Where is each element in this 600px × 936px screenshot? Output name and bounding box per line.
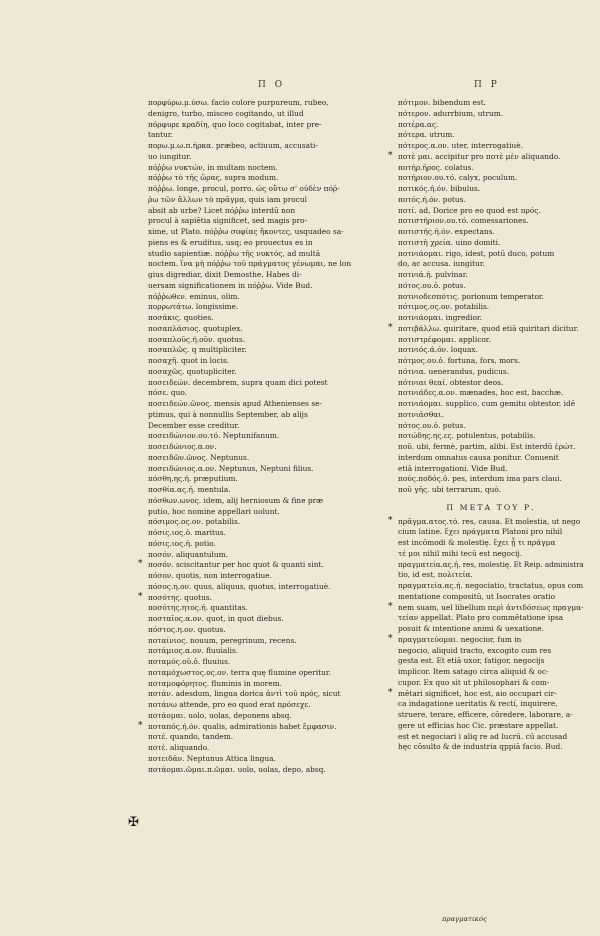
dictionary-line [398,538,584,549]
dictionary-entry-text: πόσιμος.ος.ον. potabilis. [148,517,241,527]
dictionary-entry-text: ποταπός.ή.όν. qualis, admirationis habet ἔμφασιν. [148,721,337,731]
dictionary-line [398,453,584,464]
dictionary-entry-text: etiā interrogationi. Vide Bud. [398,463,508,473]
dictionary-line [398,184,584,195]
dictionary-entry-text: cium latine. ἔχει πράγματα Platoni pro nihil [398,527,563,537]
dictionary-line [148,657,388,668]
dictionary-entry-text: πότιμον. bibendum est. [398,98,487,107]
dictionary-entry-text: ποτάμιος.α.ον. fluuialis. [148,646,239,656]
dictionary-line [148,249,388,260]
dictionary-entry-text: mentatione compositū, ut Isocrates oratio [398,591,556,601]
running-head-right: Π Ρ [474,80,500,90]
dictionary-entry-text: τέ μοι nihil mihi tecū est negocij. [398,548,523,558]
dictionary-entry-text: studio sapientiæ. πόῤῥω τῆς νυκτός, ad multā [148,248,321,258]
dictionary-entry-text: πότιμος.ος.ον. potabilis. [398,302,490,312]
dictionary-entry-text: gius digrediar, dixit Demosthe. Habes di- [148,270,302,279]
dictionary-line [398,313,584,324]
dictionary-entry-text: ποσόν. aliquantulum. [148,549,228,559]
dictionary-line [398,742,584,753]
dictionary-line [398,130,584,141]
asterisk-mark: * [388,601,393,612]
dictionary-line [148,399,388,410]
dictionary-entry-text: πόρφυρε κραδίη, quo loco cogitabat, inter pre- [148,119,322,129]
dictionary-entry-text: ποτός.ή.όν. potus. [398,194,466,204]
dictionary-line [138,591,388,604]
dictionary-line [398,549,584,560]
dictionary-line [398,667,584,678]
dictionary-line [148,689,388,700]
dictionary-line [398,281,584,292]
dictionary-entry-text: πορρωτάτω. longissime. [148,302,239,312]
dictionary-entry-text: ποσαπλάσιος. quotuplex. [148,323,243,333]
dictionary-entry-text: ποσειδώνιον.ου.τό. Neptunifanum. [148,431,280,441]
dictionary-line [148,636,388,647]
dictionary-entry-text: ποσάκις. quoties. [148,313,214,322]
dictionary-line [138,720,388,733]
left-column [138,98,388,775]
dictionary-line [148,141,388,152]
dictionary-line [398,570,584,581]
dictionary-line [148,378,388,389]
dictionary-line [148,646,388,657]
dictionary-line [148,313,388,324]
dictionary-line [398,624,584,635]
dictionary-line [398,356,584,367]
dictionary-entry-text: nem suam, uel libellum περὶ ἀντιδόσεως πραγμα- [398,602,584,612]
dictionary-entry-text: xime, ut Plato. πόῤῥω σοφίας ἥκοντες, usquadeo sa- [148,227,344,236]
dictionary-entry-text: ποσαπλῶς. q multipliciter. [148,345,247,355]
dictionary-line [398,302,584,313]
dictionary-entry-text: implicor. Item satago circa aliquid & oc- [398,667,549,676]
dictionary-entry-text: ποτνιάομαι. supplico, cum gemitu obtestor. idē [398,399,576,408]
dictionary-line [148,345,388,356]
dictionary-line [148,388,388,399]
dictionary-entry-text: ποτνιός.ά.όν. loquax. [398,345,478,355]
dictionary-entry-text: πόσθη.ης.ή. præputium. [148,474,238,484]
dictionary-entry-text: πόῤῥω. longe, procul, porro. ώς οὔτω σ' οὐδὲν πόῤ- [148,184,340,193]
dictionary-entry-text: ποτὲ. aliquando. [148,743,210,752]
dictionary-entry-text: ποταμόχωστος.ος.ον. terra quę flumine operitur. [148,667,331,677]
dictionary-line [148,625,388,636]
dictionary-entry-text: πόσον. quotis, non interrogatiue. [148,571,273,580]
dictionary-line [148,324,388,335]
printer-mark: ✠ [128,815,139,830]
dictionary-line [148,679,388,690]
dictionary-line [388,150,584,163]
dictionary-entry-text: ptimus, qui à nonnullis September, ab alijs [148,409,308,419]
dictionary-entry-text: cupor. Ex quo sit ut philosophari & com- [398,677,550,687]
dictionary-line [148,700,388,711]
dictionary-line [398,592,584,603]
dictionary-entry-text: πόῤῥω νυκτών, in multam noctem. [148,162,278,172]
dictionary-entry-text: πόσος.η.ον. quus, aliquus, quotus, interrogatiuè. [148,581,331,591]
dictionary-entry-text: ποσότης. quotus. [148,592,212,602]
dictionary-entry-text: putio, hoc nomine appellari uolunt. [148,506,280,516]
dictionary-entry-text: ποσειδεών. decembrem, supra quam dici potest [148,377,328,387]
dictionary-line [398,238,584,249]
dictionary-entry-text: ποσειδεών.ῶνος. mensis apud Athenienses se- [148,399,322,408]
dictionary-entry-text: πορφύρω.μ.ύσω. facio colore purpureum, rubeo, [148,98,329,107]
dictionary-line [148,732,388,743]
dictionary-line [398,173,584,184]
catchword: πραγματικός [442,915,487,923]
dictionary-line [148,152,388,163]
dictionary-line [148,765,388,776]
dictionary-line [388,601,584,614]
dictionary-entry-text: do, ac accusa. iungitur. [398,259,485,269]
dictionary-line [388,633,584,646]
dictionary-line [148,163,388,174]
dictionary-entry-text: piens es & eruditus, usq; eo prouectus es in [148,237,313,247]
asterisk-mark: * [388,150,393,161]
dictionary-line [398,292,584,303]
dictionary-line [398,216,584,227]
dictionary-entry-text: πότμος.ου.ὁ. fortuna, fors, mors. [398,356,521,365]
dictionary-entry-text: tantur. [148,130,173,140]
dictionary-line [398,721,584,732]
dictionary-entry-text: ποσαχῆ. quot in locis. [148,356,230,365]
dictionary-line [148,292,388,303]
dictionary-line [398,699,584,710]
dictionary-line [398,581,584,592]
dictionary-entry-text: posuit & intentione animi & uexatione. [398,624,544,633]
dictionary-entry-text: ποσειδῶν.ῶνος. Neptunus. [148,452,250,462]
asterisk-mark: * [388,322,393,333]
dictionary-entry-text: uo iungitur. [148,151,192,161]
dictionary-line [398,206,584,217]
dictionary-entry-text: ποτήριον.ου.τό. calyx, poculum. [398,173,518,183]
dictionary-entry-text: denigro, turbo, misceo cogitando, ut illud [148,108,304,118]
dictionary-entry-text: ποτιστήριον.ου.τό. comessariones. [398,216,529,226]
dictionary-entry-text: ποτέρα.ας. [398,119,439,129]
dictionary-entry-text: ποτὲ μαι. accipitur pro ποτὲ μὲν aliquando. [398,151,561,161]
dictionary-entry-text: πραγματεύομαι. negocior, fum in [398,634,522,644]
dictionary-line [388,515,584,528]
dictionary-line [398,559,584,571]
dictionary-line [398,141,584,152]
dictionary-entry-text: ποταίνιος. nouum, peregrinum, recens. [148,635,297,645]
dictionary-entry-text: ποσθία.ας.ή. mentula. [148,485,231,494]
dictionary-line [148,195,388,206]
dictionary-line [398,732,584,743]
asterisk-mark: * [388,633,393,644]
dictionary-entry-text: πόστος.η.ον. quotus. [148,624,226,634]
dictionary-entry-text: πούς.ποδός.ὁ. pes, interdum ima pars claui. [398,474,562,484]
dictionary-line [148,335,388,346]
dictionary-line [148,206,388,217]
dictionary-entry-text: procul à sapiētia significet, sed magis pro- [148,216,308,226]
dictionary-line [398,270,584,281]
dictionary-line [398,195,584,206]
dictionary-entry-text: ποσειδώνιος.α.ον. Neptunus, Neptuni filius. [148,463,314,473]
dictionary-line [148,528,388,539]
dictionary-line [148,270,388,281]
dictionary-entry-text: ποσόν. sciscitantur per hoc quot & quanti sint. [148,560,324,570]
dictionary-line [148,614,388,625]
dictionary-entry-text: ποτνιάδες.α.ον. mænades, hoc est, bacchæ. [398,388,564,398]
dictionary-entry-text: ποτνιοδεσπότις. porionum temperator. [398,291,544,301]
dictionary-entry-text: πότερον. adurrbium, utrum. [398,108,504,118]
dictionary-line [148,184,388,195]
dictionary-line [398,227,584,238]
dictionary-line [398,109,584,120]
dictionary-line [148,421,388,432]
dictionary-entry-text: est et negociari i aliq re ad lucrū. cū accusad [398,731,568,741]
dictionary-line [398,120,584,131]
dictionary-line [398,335,584,346]
dictionary-entry-text: ποτέ. quando, tandem. [148,732,234,742]
dictionary-line [148,109,388,120]
dictionary-entry-text: ποσότης.ητος.ή. quantitas. [148,603,248,613]
dictionary-line [388,687,584,700]
dictionary-line [398,367,584,378]
section-title: Π ΜΕΤΑ ΤΟΥ Ρ. [446,502,536,512]
dictionary-entry-text: ποτιστὴ χρεία. uino domiti. [398,237,501,247]
dictionary-line [398,464,584,475]
dictionary-line [148,550,388,561]
dictionary-line [138,559,388,571]
dictionary-line [148,464,388,475]
dictionary-entry-text: ποτνιᾶσθαι. [398,409,444,419]
dictionary-entry-text: τείαν appellat. Plato pro commētatione ipsa [398,613,564,623]
dictionary-line [148,216,388,227]
dictionary-entry-text: uersam significationem in πόῤῥω. Vide Bud. [148,280,313,290]
asterisk-mark: * [138,591,143,602]
dictionary-entry-text: ποτάνω attende, pro eo quod erat πρόσεχε. [148,700,311,709]
dictionary-line [148,442,388,453]
dictionary-entry-text: πότος.ου.ὁ. potus. [398,280,466,290]
dictionary-line [148,302,388,313]
dictionary-entry-text: gesta est. Et etiā uxor, fatigor, negocijs [398,656,545,666]
dictionary-entry-text: ποσταῖος.α.ον. quot, in quot diebus. [148,614,284,623]
dictionary-entry-text: interdum omnatus causa ponitur. Conuenit [398,452,559,462]
dictionary-line [148,356,388,367]
dictionary-line [398,485,584,496]
dictionary-line [148,743,388,754]
dictionary-line [148,517,388,528]
dictionary-line [148,571,388,582]
dictionary-line [398,474,584,485]
dictionary-entry-text: πότνιαι θεαί. obtestor deos. [398,377,504,387]
dictionary-entry-text: ποῦ. ubi, fermè, partim, alibi. Est interdū ἐρώτ. [398,442,576,451]
dictionary-line [148,227,388,238]
dictionary-line [148,582,388,593]
asterisk-mark: * [138,720,143,731]
dictionary-entry-text: πόσις.ιος.ή. potio. [148,538,216,548]
dictionary-entry-text: ποτειδᾶν. Neptunus Attica lingua. [148,753,276,763]
dictionary-entry-text: ποσαπλοῦς.ή.οῦν. quotus. [148,334,246,344]
dictionary-entry-text: πόῤῥωθεν. eminus, olim. [148,291,240,301]
dictionary-entry-text: negocio, aliquid tracto, excogito cum res [398,645,552,655]
asterisk-mark: * [138,559,143,570]
dictionary-line [398,388,584,399]
dictionary-entry-text: noctem. ἵνα μὴ πόῤῥω τοῦ πράγματος γένωμαι, ne lon [148,259,352,269]
dictionary-entry-text: ποτιστρέφομαι. applicor. [398,334,491,344]
dictionary-entry-text: πραγματεία.ας.ή. negociatio, tractatus, opus com [398,581,584,590]
dictionary-entry-text: December esse creditur. [148,420,240,430]
dictionary-entry-text: ποτήρ.ῆρος. colatus. [398,162,474,172]
dictionary-line [148,259,388,270]
dictionary-line [398,646,584,657]
dictionary-entry-text: ποτάομαι.ῶμαι.π.ῶμαι. uolo, uolas, depo, absq. [148,764,326,774]
dictionary-entry-text: est incōmodi & molestię. ἔχει ᾗ τι πράγμα [398,538,556,547]
dictionary-line [148,173,388,184]
dictionary-line [148,410,388,421]
dictionary-entry-text: ποτάομαι. uolo, uolas, deponens absq. [148,710,292,720]
dictionary-entry-text: πότος.ου.ὁ. potus. [398,420,466,430]
right-column [388,98,584,753]
dictionary-entry-text: ποτί. ad, Dorice pro eo quod est πρός. [398,205,541,215]
dictionary-line [148,507,388,518]
dictionary-entry-text: πότερα. utrum. [398,130,455,140]
dictionary-entry-text: ποτνιάομαι. ingredior. [398,313,482,322]
dictionary-entry-text: ποτάν. adesdum, lingua dorica ἀντὶ τοῦ πρός, sicut [148,689,341,699]
dictionary-entry-text: mētari significet, hoc est, aio occupari cir- [398,688,557,698]
dictionary-line [398,656,584,667]
dictionary-line [398,527,584,538]
dictionary-entry-text: πόῤῥω τὸ τῆς ὥρας, supra modum. [148,173,279,183]
dictionary-entry-text: πόσε. quo. [148,388,188,398]
dictionary-line [398,259,584,270]
dictionary-entry-text: ca indagatione ueritatis & rectí, inquirere, [398,699,558,709]
dictionary-line [398,421,584,432]
dictionary-entry-text: ποῦ γῆς. ubi terrarum, quò. [398,485,502,494]
dictionary-line [398,399,584,410]
dictionary-entry-text: πόσις.ιος.ὁ. maritus. [148,528,226,537]
dictionary-entry-text: ποτώδης.ης.ες. potulentus, potabilis. [398,431,536,441]
dictionary-line [148,431,388,442]
dictionary-line [148,474,388,485]
dictionary-line [398,613,584,624]
dictionary-entry-text: πότνια. uenerandus, pudicus. [398,366,510,376]
dictionary-line [398,710,584,721]
dictionary-line [148,539,388,550]
dictionary-line [398,678,584,689]
dictionary-line [398,410,584,421]
dictionary-entry-text: hęc cōsulto & de industria qppiā facio. Bud. [398,742,563,752]
dictionary-line [398,345,584,356]
asterisk-mark: * [388,515,393,526]
dictionary-entry-text: ποσειδώνιος.α.ον. [148,442,217,451]
dictionary-line [398,442,584,453]
dictionary-entry-text: ποτνιάομαι. rigo, idest, potū duco, potum [398,248,555,258]
dictionary-entry-text: πόσθων.ωνος. idem, alij herniosum & fine præ [148,495,324,505]
asterisk-mark: * [388,687,393,698]
dictionary-entry-text: ποτικός.ή.όν. bibulus. [398,184,481,193]
dictionary-line [148,120,388,131]
dictionary-line [148,496,388,507]
dictionary-line [398,98,584,109]
dictionary-entry-text: ποτιστής.ή.όν. expectans. [398,227,495,236]
dictionary-line [398,163,584,174]
running-head-left: Π Ο [258,80,286,90]
dictionary-entry-text: ποσαχῶς. quotupliciter. [148,366,237,376]
dictionary-line [148,485,388,496]
dictionary-entry-text: ποταμός.οῦ.ὁ. fluuius. [148,657,231,666]
dictionary-line [148,367,388,378]
dictionary-entry-text: πραγματεία.ας.ή. res, molestię. Et Reip. administra [398,559,584,569]
dictionary-line [398,431,584,442]
dictionary-entry-text: ποταμοφόρητος. fluminis in morem. [148,678,282,688]
dictionary-line [148,98,388,109]
dictionary-line [148,281,388,292]
dictionary-entry-text: gere ut efficias hoc Cic. præstare appellat. [398,720,559,730]
dictionary-entry-text: ῥω τῶν ἄλλων τὸ πρᾶγμα, quis iam procul [148,194,307,204]
dictionary-entry-text: absit ab urbe? Licet πόῤῥω interdū non [148,205,296,215]
dictionary-entry-text: tio, id est, πολιτεία. [398,570,473,580]
dictionary-line [388,322,584,335]
dictionary-line [148,603,388,614]
dictionary-line [148,238,388,249]
dictionary-line [148,130,388,141]
dictionary-line [148,668,388,679]
dictionary-line [148,453,388,464]
dictionary-line [398,378,584,389]
dictionary-entry-text: πότερος.α.ον. uter, interrogatiuè. [398,141,523,150]
dictionary-line [148,711,388,722]
dictionary-entry-text: πρᾶγμα.ατος.τό. res, causa. Et molestia, ut nego [398,516,581,526]
dictionary-line [398,249,584,260]
dictionary-entry-text: ποτνιά.ή. pulvinar. [398,270,468,279]
dictionary-entry-text: ποτιβάλλω. quiritare, quod etiā quiritari dicitur. [398,323,579,333]
dictionary-entry-text: struere, terare, efficere, cōredere, laborare, a- [398,710,573,719]
dictionary-line [148,754,388,765]
dictionary-entry-text: πορω.μ.ω.π.ήρκα. præbeo, actiuum, accusati- [148,141,318,150]
